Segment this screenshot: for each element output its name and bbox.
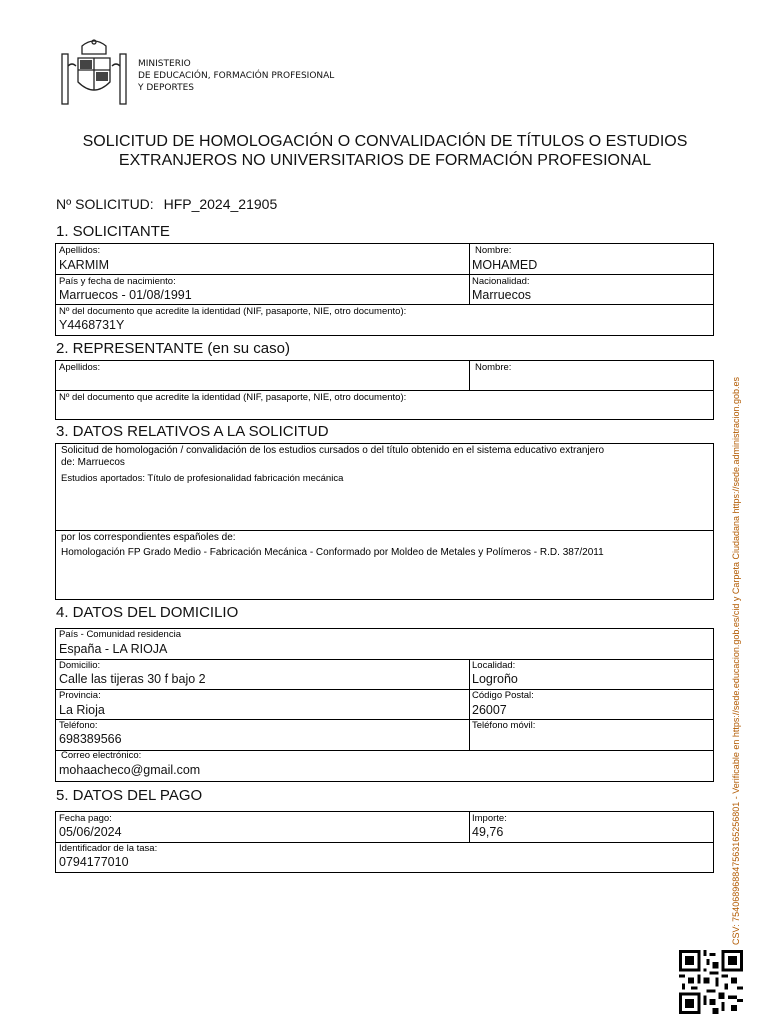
pais-nacimiento-value: Marruecos - 01/08/1991 xyxy=(59,288,192,302)
importe-value: 49,76 xyxy=(472,825,504,839)
fecha-pago-value: 05/06/2024 xyxy=(59,825,122,839)
section-4-box xyxy=(55,628,714,782)
telefono-label: Teléfono: xyxy=(59,720,98,731)
documento-value: Y4468731Y xyxy=(59,318,125,332)
provincia-value: La Rioja xyxy=(59,703,105,717)
section-2-box xyxy=(55,360,714,420)
nombre-label: Nombre: xyxy=(475,245,512,256)
fecha-pago-label: Fecha pago: xyxy=(59,813,112,824)
homologacion-value: Homologación FP Grado Medio - Fabricación Mecánica - Conformado por Moldeo de Metales y Polímeros - R.D. 387/2011 xyxy=(61,547,604,558)
pais-residencia-value: España - LA RIOJA xyxy=(59,642,168,656)
csv-verification-text: CSV: 754068968847563165256801 - Verificable en https://sede.educacion.gob.es/cid y Carpeta Ciudadana https://sede.administracion.gob.es xyxy=(731,376,741,945)
domicilio-value: Calle las tijeras 30 f bajo 2 xyxy=(59,672,206,686)
apellidos-value: KARMIM xyxy=(59,258,109,272)
identificador-tasa-label: Identificador de la tasa: xyxy=(59,843,158,854)
section-1-title: 1. SOLICITANTE xyxy=(56,223,170,240)
section-5-box xyxy=(55,811,714,873)
document-title xyxy=(40,132,730,170)
documento-label: Nº del documento que acredite la identidad (NIF, pasaporte, NIE, otro documento): xyxy=(59,306,407,317)
nombre-value: MOHAMED xyxy=(472,258,538,272)
rep-apellidos-label: Apellidos: xyxy=(59,362,101,373)
ministry-line-2: DE EDUCACIÓN, FORMACIÓN PROFESIONAL xyxy=(138,71,335,81)
solicitud-value: HFP_2024_21905 xyxy=(163,196,278,212)
qr-code-icon xyxy=(679,950,743,1014)
codigo-postal-label: Código Postal: xyxy=(472,690,534,701)
apellidos-label: Apellidos: xyxy=(59,245,101,256)
telefono-value: 698389566 xyxy=(59,732,122,746)
email-label: Correo electrónico: xyxy=(61,750,142,761)
title-line-2: EXTRANJEROS NO UNIVERSITARIOS DE FORMACIÓN PROFESIONAL xyxy=(118,152,652,169)
coat-of-arms-icon xyxy=(58,36,130,108)
nacionalidad-label: Nacionalidad: xyxy=(472,276,530,287)
rep-nombre-label: Nombre: xyxy=(475,362,512,373)
telefono-movil-label: Teléfono móvil: xyxy=(472,720,536,731)
section-1-box xyxy=(55,243,714,336)
ministry-line-1: MINISTERIO xyxy=(138,59,191,69)
rep-documento-label: Nº del documento que acredite la identidad (NIF, pasaporte, NIE, otro documento): xyxy=(59,392,407,403)
domicilio-label: Domicilio: xyxy=(59,660,101,671)
section-4-title: 4. DATOS DEL DOMICILIO xyxy=(56,604,239,621)
por-correspondientes-label: por los correspondientes españoles de: xyxy=(61,532,236,543)
estudios-aportados: Estudios aportados: Título de profesionalidad fabricación mecánica xyxy=(61,473,344,484)
localidad-value: Logroño xyxy=(472,672,518,686)
title-line-1: SOLICITUD DE HOMOLOGACIÓN O CONVALIDACIÓN DE TÍTULOS O ESTUDIOS xyxy=(82,133,688,150)
nacionalidad-value: Marruecos xyxy=(472,288,532,302)
localidad-label: Localidad: xyxy=(472,660,516,671)
section-3-box xyxy=(55,443,714,600)
provincia-label: Provincia: xyxy=(59,690,101,701)
pais-residencia-label: País - Comunidad residencia xyxy=(59,629,181,640)
email-value: mohaacheco@gmail.com xyxy=(59,763,201,777)
solicitud-label: Nº SOLICITUD: xyxy=(56,196,154,212)
solicitud-line-1: Solicitud de homologación / convalidación de los estudios cursados o del título obtenido en el sistema educativo extranjero xyxy=(61,445,605,456)
solicitud-line-2: de: Marruecos xyxy=(61,457,125,468)
pais-nacimiento-label: País y fecha de nacimiento: xyxy=(59,276,176,287)
importe-label: Importe: xyxy=(472,813,507,824)
section-2-title: 2. REPRESENTANTE (en su caso) xyxy=(56,340,290,357)
codigo-postal-value: 26007 xyxy=(472,703,507,717)
solicitud-number xyxy=(56,196,277,212)
section-5-title: 5. DATOS DEL PAGO xyxy=(56,787,203,804)
section-3-title: 3. DATOS RELATIVOS A LA SOLICITUD xyxy=(56,423,329,440)
ministry-name xyxy=(138,58,334,94)
identificador-tasa-value: 0794177010 xyxy=(59,855,129,869)
ministry-line-3: Y DEPORTES xyxy=(138,83,194,93)
